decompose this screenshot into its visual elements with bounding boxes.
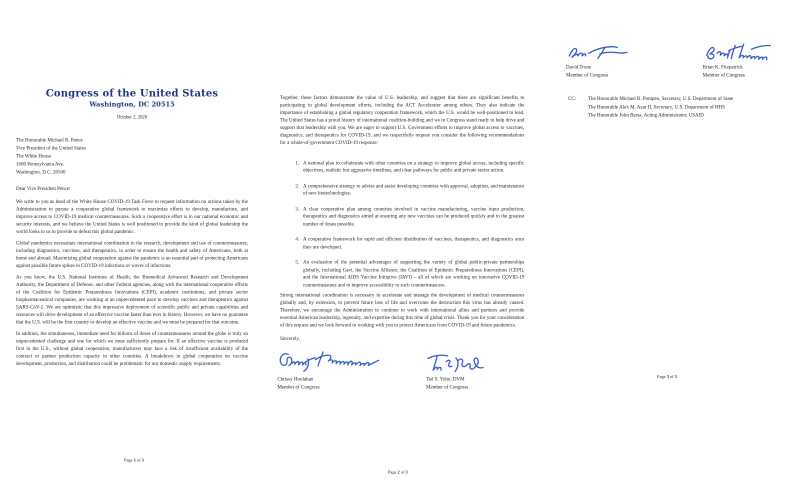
signer-title: Member of Congress (277, 384, 320, 390)
page-number-footer (534, 374, 800, 379)
footer-label: Page (657, 373, 666, 379)
signer-name: Brian K. Fitzpatrick (702, 64, 743, 70)
letter-page-1-content (0, 88, 266, 488)
signature-brian-fitzpatrick-icon (703, 41, 773, 62)
footer-of: of (400, 469, 405, 475)
signature-art (426, 346, 486, 374)
recipient-street: 1600 Pennsylvania Ave. (15, 161, 65, 167)
page-number-footer (254, 469, 542, 474)
signature-ted-yoho-icon (426, 352, 486, 374)
cc-recipient: The Honorable John Barsa, Acting Administrator, USAID (587, 112, 704, 118)
footer-label: Page (388, 469, 397, 475)
recipient-name: The Honorable Michael R. Pence (15, 137, 83, 143)
letter-date: October 2, 2020 (116, 114, 148, 120)
signature-row (277, 346, 524, 403)
cc-recipient: The Honorable Alex M. Azar II, Secretary, U.S. Department of HHS (587, 104, 725, 110)
footer-page-number: 2 (397, 469, 400, 475)
footer-total-pages: 3 (405, 469, 408, 475)
cc-recipient-list (588, 95, 733, 120)
footer-label: Page (124, 457, 133, 463)
recommendation-item: 4. A cooperative framework for rapid and efficient distribution of vaccines, therapeutics, and diagnostics once they are developed. (300, 236, 524, 251)
signer-name: David Trone (565, 64, 592, 70)
letter-page-2 (267, 0, 533, 475)
body-paragraph: Global pandemics necessitate international coordination in the research, development and use of countermeasures, including diagnostics, vaccines, and therapeutics, in order to ensure the health and safety of Americans, both at home and abroad. Maximizing global cooperation against the pandemic is an essential part of protecting Americans against possible future spikes in COVID-19 infections or waves of infections. (15, 240, 248, 269)
footer-page-number: 3 (666, 373, 669, 379)
signature-block-trone (566, 36, 629, 79)
recommendation-item: 5. An evaluation of the potential advantages of supporting the variety of global public-private partnerships globally, including Gavi, the Vaccine Alliance, the Coalition of Epidemic Preparedness Innovations (CEPI), and the International AIDS Vaccine Initiative (IAVI) – all of which are working on innovative COVID-19 countermeasures and to improve accessibility to such countermeasures. (300, 259, 524, 289)
signature-david-trone-icon (566, 41, 629, 62)
letterhead-title: Congress of the United States (45, 87, 219, 100)
salutation: Dear Vice President Pence: (15, 185, 71, 192)
recommendation-item: 2. A comprehensive strategy to advise and assist developing countries with approval, adoption, and maintenance of new biotechnologies. (300, 182, 524, 197)
signer-title: Member of Congress (702, 72, 745, 78)
letter-page-3-content (534, 0, 800, 400)
footer-page-number: 1 (133, 457, 136, 463)
footer-total-pages: 3 (141, 457, 144, 463)
recipient-title: Vice President of the United States (15, 145, 86, 151)
page-number-footer (0, 457, 284, 462)
signature-block-fitzpatrick (703, 33, 773, 79)
cc-label: CC: (567, 95, 577, 102)
body-paragraph: In addition, the simultaneous, immediate need for billions of doses of countermeasures around the globe is truly an unprecedented challenge and one for which we must sufficiently prepare for. If an effective vaccine is produced first in the U.S., without global cooperation, manufacturers may face a risk of insufficient availability of the contract or partner production capacity in other countries. A breakdown in global cooperation on vaccine development, production, and distribution could be problematic for our domestic supply requirements. (15, 330, 248, 367)
recipient-building: The White House (15, 153, 52, 159)
signature-block-houlahan (277, 346, 380, 391)
signer-title: Member of Congress (425, 384, 469, 390)
recommendation-item: 1. A national plan to collaborate with other countries on a strategy to improve global access, including specific objectives, realistic but aggressive timelines, and clear pathways for public and private sector action. (300, 159, 524, 174)
cc-recipient: The Honorable Michael R. Pompeo, Secretary, U.S. Department of State (587, 95, 734, 102)
recommendations-list (280, 159, 524, 288)
signer-name: Ted S. Yoho, DVM (425, 376, 465, 382)
letterhead-subtitle: Washington, DC 20515 (89, 99, 175, 108)
signature-chrissy-houlahan-icon (277, 346, 380, 374)
signer-title: Member of Congress (565, 72, 609, 78)
letter-page-3 (534, 0, 800, 400)
recipient-city: Washington, D.C. 20500 (15, 169, 66, 175)
signoff: Sincerely, (279, 335, 300, 342)
recipient-address-block (16, 136, 248, 176)
closing-paragraph: Strong international coordination is necessary to accelerate and manage the development of medical countermeasures globally and, by extension, to prevent future loss of life and overcome the destruction this virus has already caused. Therefore, we encourage the Administration to continue to work with international allies and partners and provide essential American leadership, ingenuity, and expertise during this time of global crisis. Thank you for your consideration of this request and we look forward to working with you to protect Americans from COVID-19 and future pandemics. (279, 292, 525, 328)
signature-art (566, 36, 629, 62)
body-paragraph: As you know, the U.S. National Institutes of Health, the Biomedical Advanced Research and Development Authority, the Department of Defense, and other Federal agencies, along with the international cooperative efforts of the Coalition for Epidemic Preparedness Innovations (CEPI), academic institutions, and private sector biopharmaceutical companies, are working at an unprecedented pace to develop vaccines and therapeutics against SARS-CoV-2. We are optimistic that this impressive deployment of scientific public and private capabilities and resources will drive development of an effective vaccine faster than ever in history. However, we have no guarantee that the U.S. will be the first country to develop an effective vaccine and we must be prepared for that outcome. (15, 274, 248, 325)
letter-page-1 (0, 0, 266, 463)
signature-art (703, 33, 773, 62)
body-paragraph: We write to you as head of the White House COVID-19 Task Force to request information on actions taken by the Administration to pursue a cooperative global framework to maximize efforts to develop, manufacture, and improve access to COVID-19 medical countermeasures. Such a cooperative effort is in our national economic and security interests, and we believe the United States is well positioned to provide the kind of global leadership the world looks to us to provide to defeat this global pandemic. (15, 198, 248, 235)
congressional-letterhead (16, 88, 248, 108)
signature-block-yoho (426, 346, 486, 391)
signature-art (277, 346, 380, 374)
recommendation-item: 3. A clear cooperative plan among countries involved in vaccine manufacturing, vaccine input production, therapeutics and diagnostics aimed at ensuring any new vaccines can be produced quickly and in the greatest number of doses possible. (300, 205, 524, 227)
body-paragraph: Together, these factors demonstrate the value of U.S. leadership, and suggest that there are significant benefits to participating in global development efforts, including the ACT Accelerator among others. They also indicate the importance of establishing a global regulatory cooperation framework, which the U.S. would be well-positioned to lead. The United States has a proud history of international coalition-building and we in Congress stand ready to help drive and support that leadership with you. We are eager to support U.S. Government efforts to improve global access to vaccines, diagnostics, and therapeutics for COVID-19, and we respectfully request you consider the following recommendations for a whole-of-government COVID-19 response: (279, 94, 525, 146)
cc-block (568, 95, 733, 120)
letter-page-2-content (267, 94, 533, 494)
signer-name: Chrissy Houlahan (277, 376, 314, 382)
footer-of: of (669, 373, 674, 379)
footer-total-pages: 3 (674, 373, 677, 379)
footer-of: of (136, 457, 141, 463)
